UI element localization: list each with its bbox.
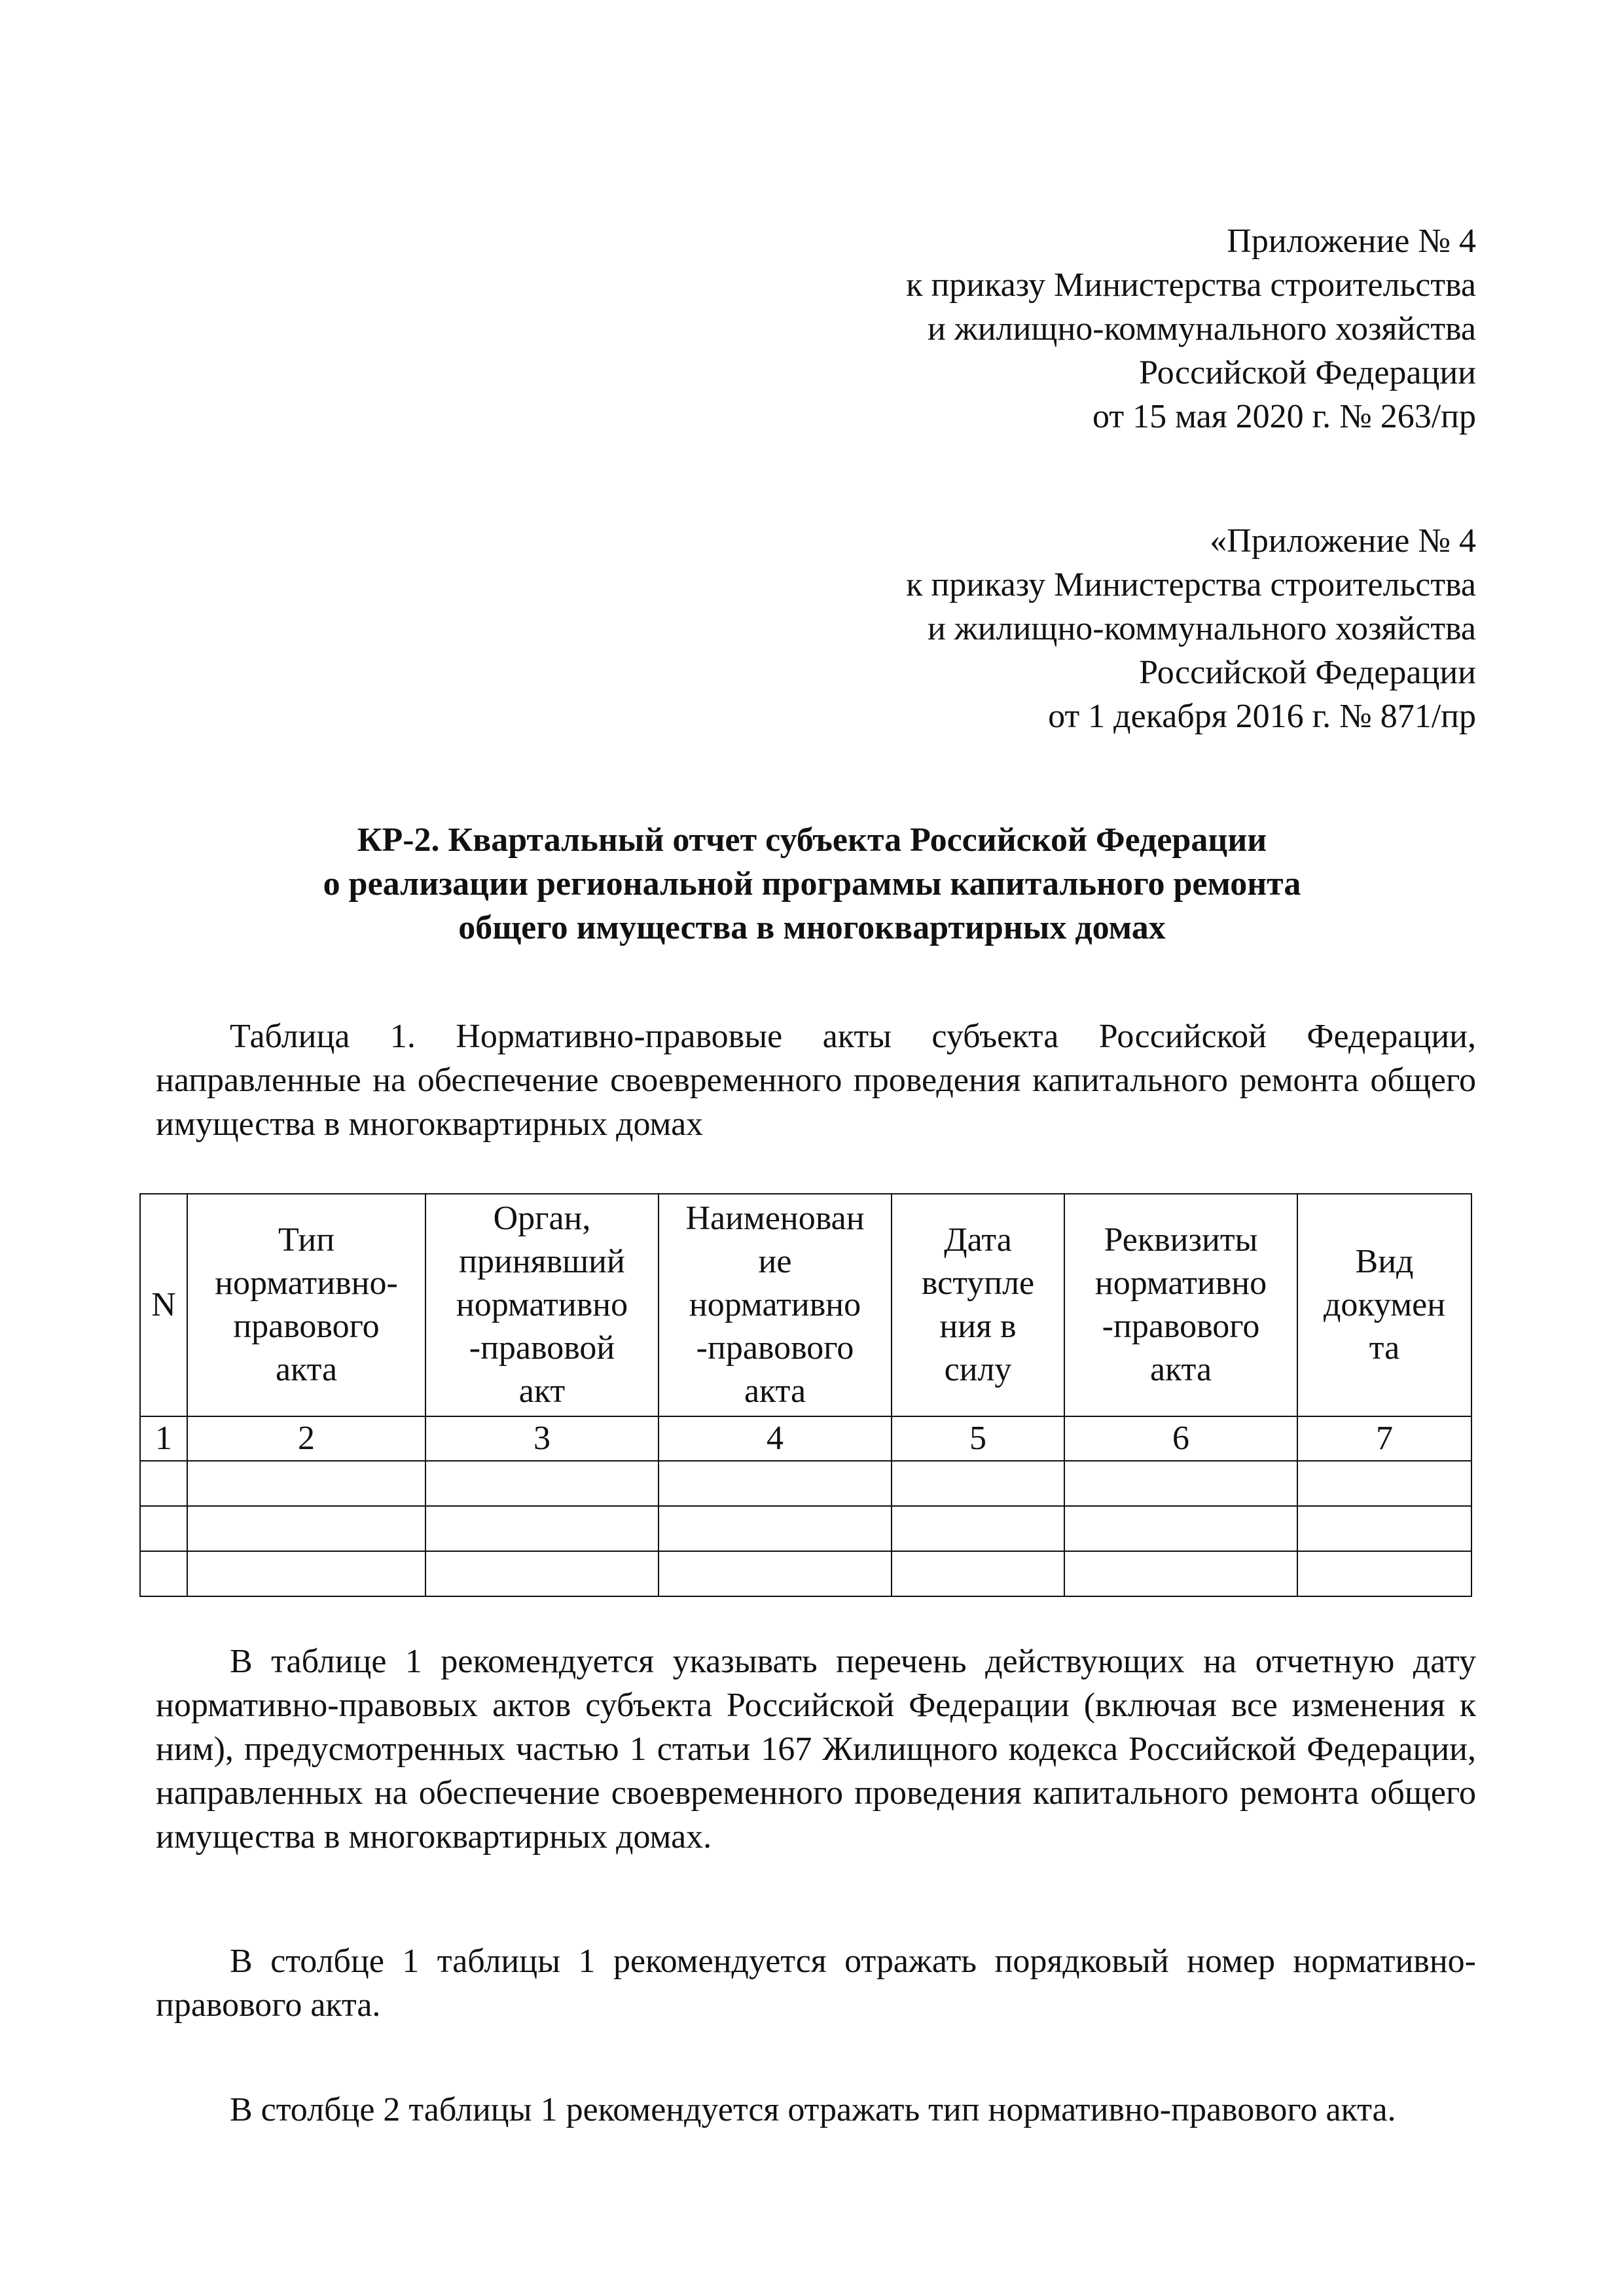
table-cell [892, 1506, 1064, 1551]
table-cell [892, 1461, 1064, 1506]
table-header-row [140, 1194, 1471, 1416]
header-cell-document-kind: Вид докумен та [1297, 1194, 1471, 1416]
table-cell [140, 1551, 187, 1596]
column-number-cell: 2 [187, 1416, 425, 1461]
title-line: о реализации региональной программы капитального ремонта [323, 865, 1301, 903]
table-cell [425, 1551, 659, 1596]
body-paragraph: В таблице 1 рекомендуется указывать перечень действующих на отчетную дату нормативно-правовых актов субъекта Российской Федерации (включая все изменения к ним), предусмотренных частью 1 статьи 167 Жилищного кодекса Российской Федерации, направленных на обеспечение своевременного проведения капитального ремонта общего имущества в многоквартирных домах. [156, 1643, 1476, 1856]
table-row [140, 1551, 1471, 1596]
title-line: общего имущества в многоквартирных домах [458, 909, 1166, 946]
table-row [140, 1461, 1471, 1506]
header-cell-effective-date: Дата вступле ния в силу [892, 1194, 1064, 1416]
column-number-cell: 6 [1064, 1416, 1297, 1461]
approval-line: «Приложение № 4 [1210, 522, 1476, 560]
table-cell [1064, 1551, 1297, 1596]
table-cell [659, 1461, 892, 1506]
table-cell [187, 1551, 425, 1596]
header-cell-issuing-body: Орган, принявший нормативно -правовой акт [425, 1194, 659, 1416]
table-cell [187, 1506, 425, 1551]
header-cell-act-details: Реквизиты нормативно -правового акта [1064, 1194, 1297, 1416]
column-number-cell: 1 [140, 1416, 187, 1461]
approval-line: к приказу Министерства строительства [906, 266, 1476, 304]
column-number-cell: 5 [892, 1416, 1064, 1461]
table-cell [892, 1551, 1064, 1596]
table-cell [425, 1461, 659, 1506]
acts-table [139, 1193, 1472, 1597]
approval-line: Российской Федерации [1139, 654, 1476, 691]
table-cell [1297, 1551, 1471, 1596]
table-cell [425, 1506, 659, 1551]
table-caption: Таблица 1. Нормативно-правовые акты субъекта Российской Федерации, направленные на обеспечение своевременного проведения капитального ремонта общего имущества в многоквартирных домах [156, 1018, 1476, 1143]
table-cell [1064, 1461, 1297, 1506]
header-cell-act-name: Наименован ие нормативно -правового акта [659, 1194, 892, 1416]
body-paragraph: В столбце 2 таблицы 1 рекомендуется отражать тип нормативно-правового акта. [230, 2091, 1396, 2128]
approval-block-previous [906, 519, 1476, 738]
table-cell [1297, 1506, 1471, 1551]
table-cell [140, 1461, 187, 1506]
table-cell [659, 1506, 892, 1551]
column-number-cell: 4 [659, 1416, 892, 1461]
title-line: КР-2. Квартальный отчет субъекта Российской Федерации [357, 821, 1267, 859]
table-row [140, 1506, 1471, 1551]
approval-line: Приложение № 4 [1227, 223, 1476, 260]
column-number-cell: 3 [425, 1416, 659, 1461]
approval-line: и жилищно-коммунального хозяйства [928, 310, 1476, 348]
header-cell-act-type: Тип нормативно- правового акта [187, 1194, 425, 1416]
column-number-cell: 7 [1297, 1416, 1471, 1461]
approval-line: от 15 мая 2020 г. № 263/пр [1092, 398, 1476, 435]
approval-block-current [906, 219, 1476, 439]
approval-line: от 1 декабря 2016 г. № 871/пр [1048, 698, 1476, 735]
table-cell [140, 1506, 187, 1551]
column-number-row [140, 1416, 1471, 1461]
table-cell [659, 1551, 892, 1596]
approval-line: к приказу Министерства строительства [906, 566, 1476, 603]
table-cell [187, 1461, 425, 1506]
body-paragraph: В столбце 1 таблицы 1 рекомендуется отражать порядковый номер нормативно-правового акта. [156, 1943, 1476, 2024]
table-cell [1297, 1461, 1471, 1506]
header-cell-number: N [140, 1194, 187, 1416]
table-cell [1064, 1506, 1297, 1551]
document-title [148, 818, 1476, 950]
approval-line: и жилищно-коммунального хозяйства [928, 610, 1476, 647]
approval-line: Российской Федерации [1139, 354, 1476, 391]
